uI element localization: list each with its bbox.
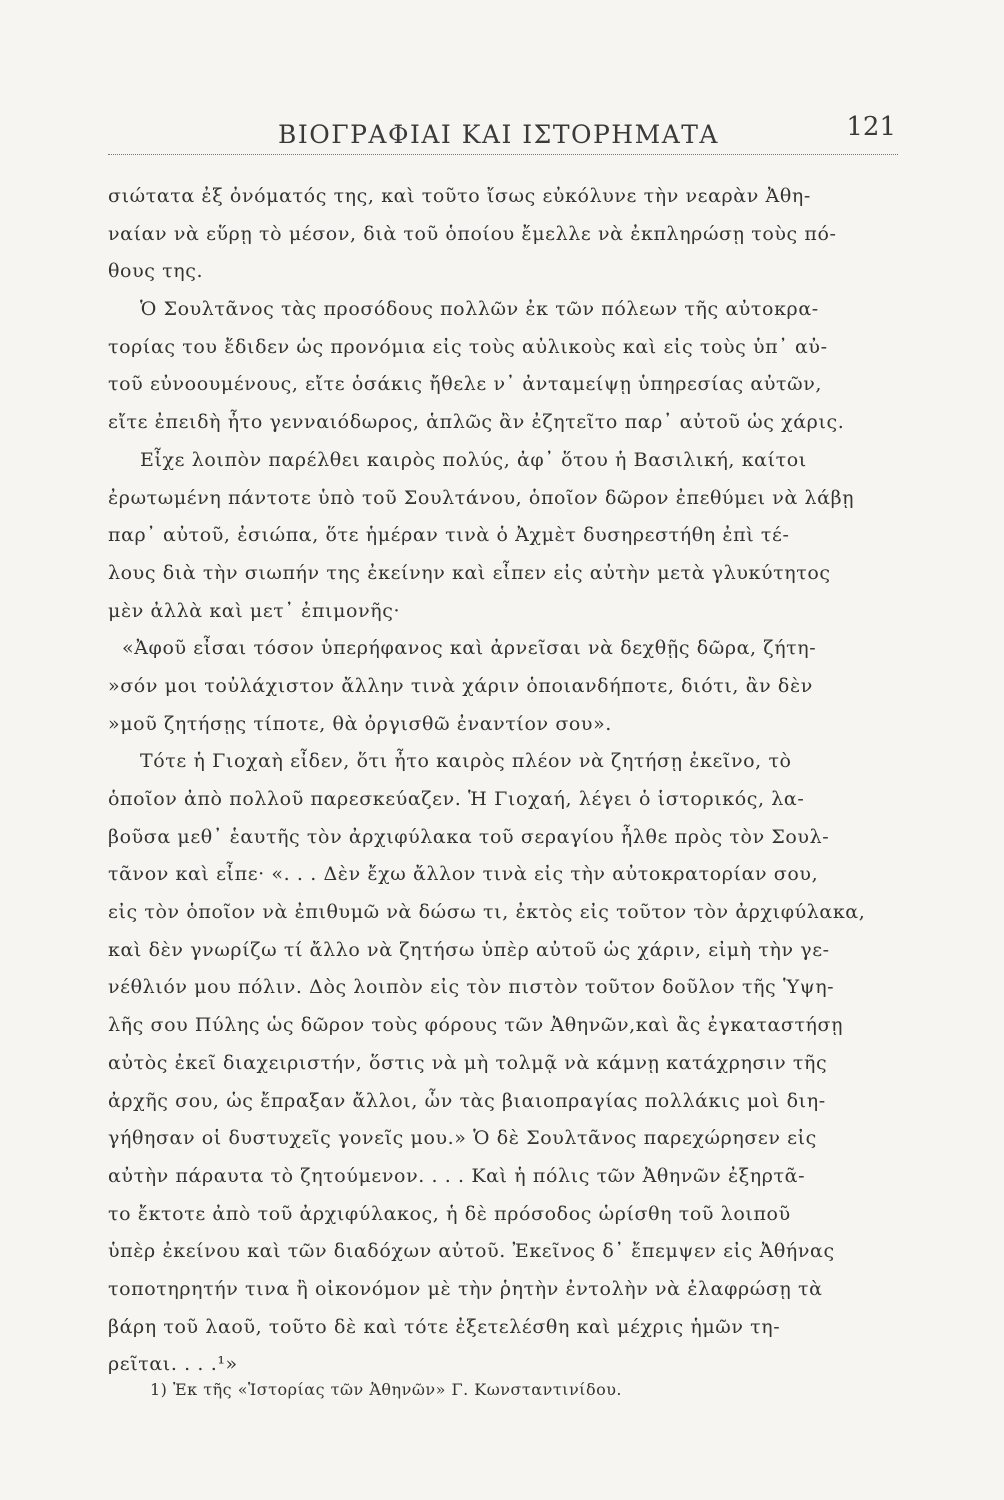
- text-line: τορίας του ἔδιδεν ὡς προνόμια εἰς τοὺς αὐλικοὺς καὶ εἰς τοὺς ὑπ᾽ αὐ-: [108, 335, 828, 358]
- text-line: αὐτὸς ἐκεῖ διαχειριστήν, ὅστις νὰ μὴ τολμᾷ νὰ κάμνῃ κατάχρησιν τῆς: [108, 1051, 828, 1074]
- footnote: 1) Ἐκ τῆς «Ἱστορίας τῶν Ἀθηνῶν» Γ. Κωνσταντινίδου.: [150, 1380, 623, 1399]
- text-line: λους διὰ τὴν σιωπήν της ἐκείνην καὶ εἶπεν εἰς αὐτὴν μετὰ γλυκύτητος: [108, 561, 831, 584]
- text-line: αὐτὴν πάραυτα τὸ ζητούμενον. . . . Καὶ ἡ πόλις τῶν Ἀθηνῶν ἐξηρτᾶ-: [108, 1164, 806, 1187]
- text-line: «Ἀφοῦ εἶσαι τόσον ὑπερήφανος καὶ ἀρνεῖσαι νὰ δεχθῇς δῶρα, ζήτη-: [122, 637, 817, 660]
- text-line: νέθλιόν μου πόλιν. Δὸς λοιπὸν εἰς τὸν πιστὸν τοῦτον δοῦλον τῆς Ὑψη-: [108, 976, 835, 999]
- text-line: εἴτε ἐπειδὴ ἦτο γενναιόδωρος, ἁπλῶς ἂν ἐζητεῖτο παρ᾽ αὐτοῦ ὡς χάρις.: [108, 411, 845, 434]
- text-line: γήθησαν οἱ δυστυχεῖς γονεῖς μου.» Ὁ δὲ Σουλτᾶνος παρεχώρησεν εἰς: [108, 1127, 817, 1150]
- text-line: τοῦ εὐνοουμένους, εἴτε ὁσάκις ἤθελε ν᾽ ἀνταμείψῃ ὑπηρεσίας αὐτῶν,: [108, 373, 823, 396]
- running-head: ΒΙΟΓΡΑΦΙΑΙ ΚΑΙ ΙΣΤΟΡΗΜΑΤΑ: [278, 120, 719, 149]
- text-line: μὲν ἀλλὰ καὶ μετ᾽ ἐπιμονῆς·: [108, 599, 401, 622]
- text-line: σιώτατα ἐξ ὀνόματός της, καὶ τοῦτο ἴσως εὐκόλυνε τὴν νεαρὰν Ἀθη-: [108, 185, 811, 207]
- text-line: τᾶνον καὶ εἶπε· «. . . Δὲν ἔχω ἄλλον τινὰ εἰς τὴν αὐτοκρατορίαν σου,: [108, 863, 819, 886]
- text-line: θους της.: [108, 260, 204, 283]
- text-line: ὑπὲρ ἐκείνου καὶ τῶν διαδόχων αὐτοῦ. Ἐκεῖνος δ᾽ ἔπεμψεν εἰς Ἀθήνας: [108, 1240, 835, 1263]
- page-number: 121: [846, 112, 896, 142]
- text-line: Ὁ Σουλτᾶνος τὰς προσόδους πολλῶν ἐκ τῶν πόλεων τῆς αὐτοκρα-: [140, 298, 819, 321]
- text-line: παρ᾽ αὐτοῦ, ἐσιώπα, ὅτε ἡμέραν τινὰ ὁ Ἀχμὲτ δυσηρεστήθη ἐπὶ τέ-: [108, 524, 790, 547]
- text-line: ὁποῖον ἀπὸ πολλοῦ παρεσκεύαζεν. Ἡ Γιοχαή, λέγει ὁ ἱστορικός, λα-: [108, 788, 805, 810]
- text-line: βάρη τοῦ λαοῦ, τοῦτο δὲ καὶ τότε ἐξετελέσθη καὶ μέχρις ἡμῶν τη-: [108, 1315, 781, 1338]
- text-line: ρεῖται. . . .¹»: [108, 1353, 238, 1376]
- text-line: ἀρχῆς σου, ὡς ἔπραξαν ἄλλοι, ὧν τὰς βιαιοπραγίας πολλάκις μοὶ διη-: [108, 1089, 826, 1112]
- text-line: τοποτηρητήν τινα ἢ οἰκονόμον μὲ τὴν ῥητὴν ἐντολὴν νὰ ἐλαφρώσῃ τὰ: [108, 1277, 823, 1300]
- header-rule: [108, 154, 898, 155]
- text-line: καὶ δὲν γνωρίζω τί ἄλλο νὰ ζητήσω ὑπὲρ αὐτοῦ ὡς χάριν, εἰμὴ τὴν γε-: [108, 938, 830, 961]
- body-text: [108, 178, 918, 1384]
- text-line: Εἶχε λοιπὸν παρέλθει καιρὸς πολύς, ἀφ᾽ ὅτου ἡ Βασιλική, καίτοι: [140, 448, 807, 471]
- text-line: λῆς σου Πύλης ὡς δῶρον τοὺς φόρους τῶν Ἀθηνῶν,καὶ ἂς ἐγκαταστήσῃ: [108, 1014, 844, 1037]
- text-line: ἐρωτωμένη πάντοτε ὑπὸ τοῦ Σουλτάνου, ὁποῖον δῶρον ἐπεθύμει νὰ λάβῃ: [108, 486, 855, 509]
- text-line: »σόν μοι τοὐλάχιστον ἄλλην τινὰ χάριν ὁποιανδήποτε, διότι, ἂν δὲν: [108, 674, 813, 697]
- text-line: Τότε ἡ Γιοχαὴ εἶδεν, ὅτι ἦτο καιρὸς πλέον νὰ ζητήσῃ ἐκεῖνο, τὸ: [140, 750, 792, 773]
- text-line: εἰς τὸν ὁποῖον νὰ ἐπιθυμῶ νὰ δώσω τι, ἐκτὸς εἰς τοῦτον τὸν ἀρχιφύλακα,: [108, 901, 866, 924]
- page-header: [108, 110, 918, 158]
- text-line: »μοῦ ζητήσῃς τίποτε, θὰ ὀργισθῶ ἐναντίον σου».: [108, 712, 612, 735]
- text-line: βοῦσα μεθ᾽ ἑαυτῆς τὸν ἀρχιφύλακα τοῦ σεραγίου ἦλθε πρὸς τὸν Σουλ-: [108, 825, 830, 848]
- text-line: το ἔκτοτε ἀπὸ τοῦ ἀρχιφύλακος, ἡ δὲ πρόσοδος ὡρίσθη τοῦ λοιποῦ: [108, 1202, 791, 1225]
- text-line: ναίαν νὰ εὕρῃ τὸ μέσον, διὰ τοῦ ὁποίου ἔμελλε νὰ ἐκπληρώσῃ τοὺς πό-: [108, 222, 837, 245]
